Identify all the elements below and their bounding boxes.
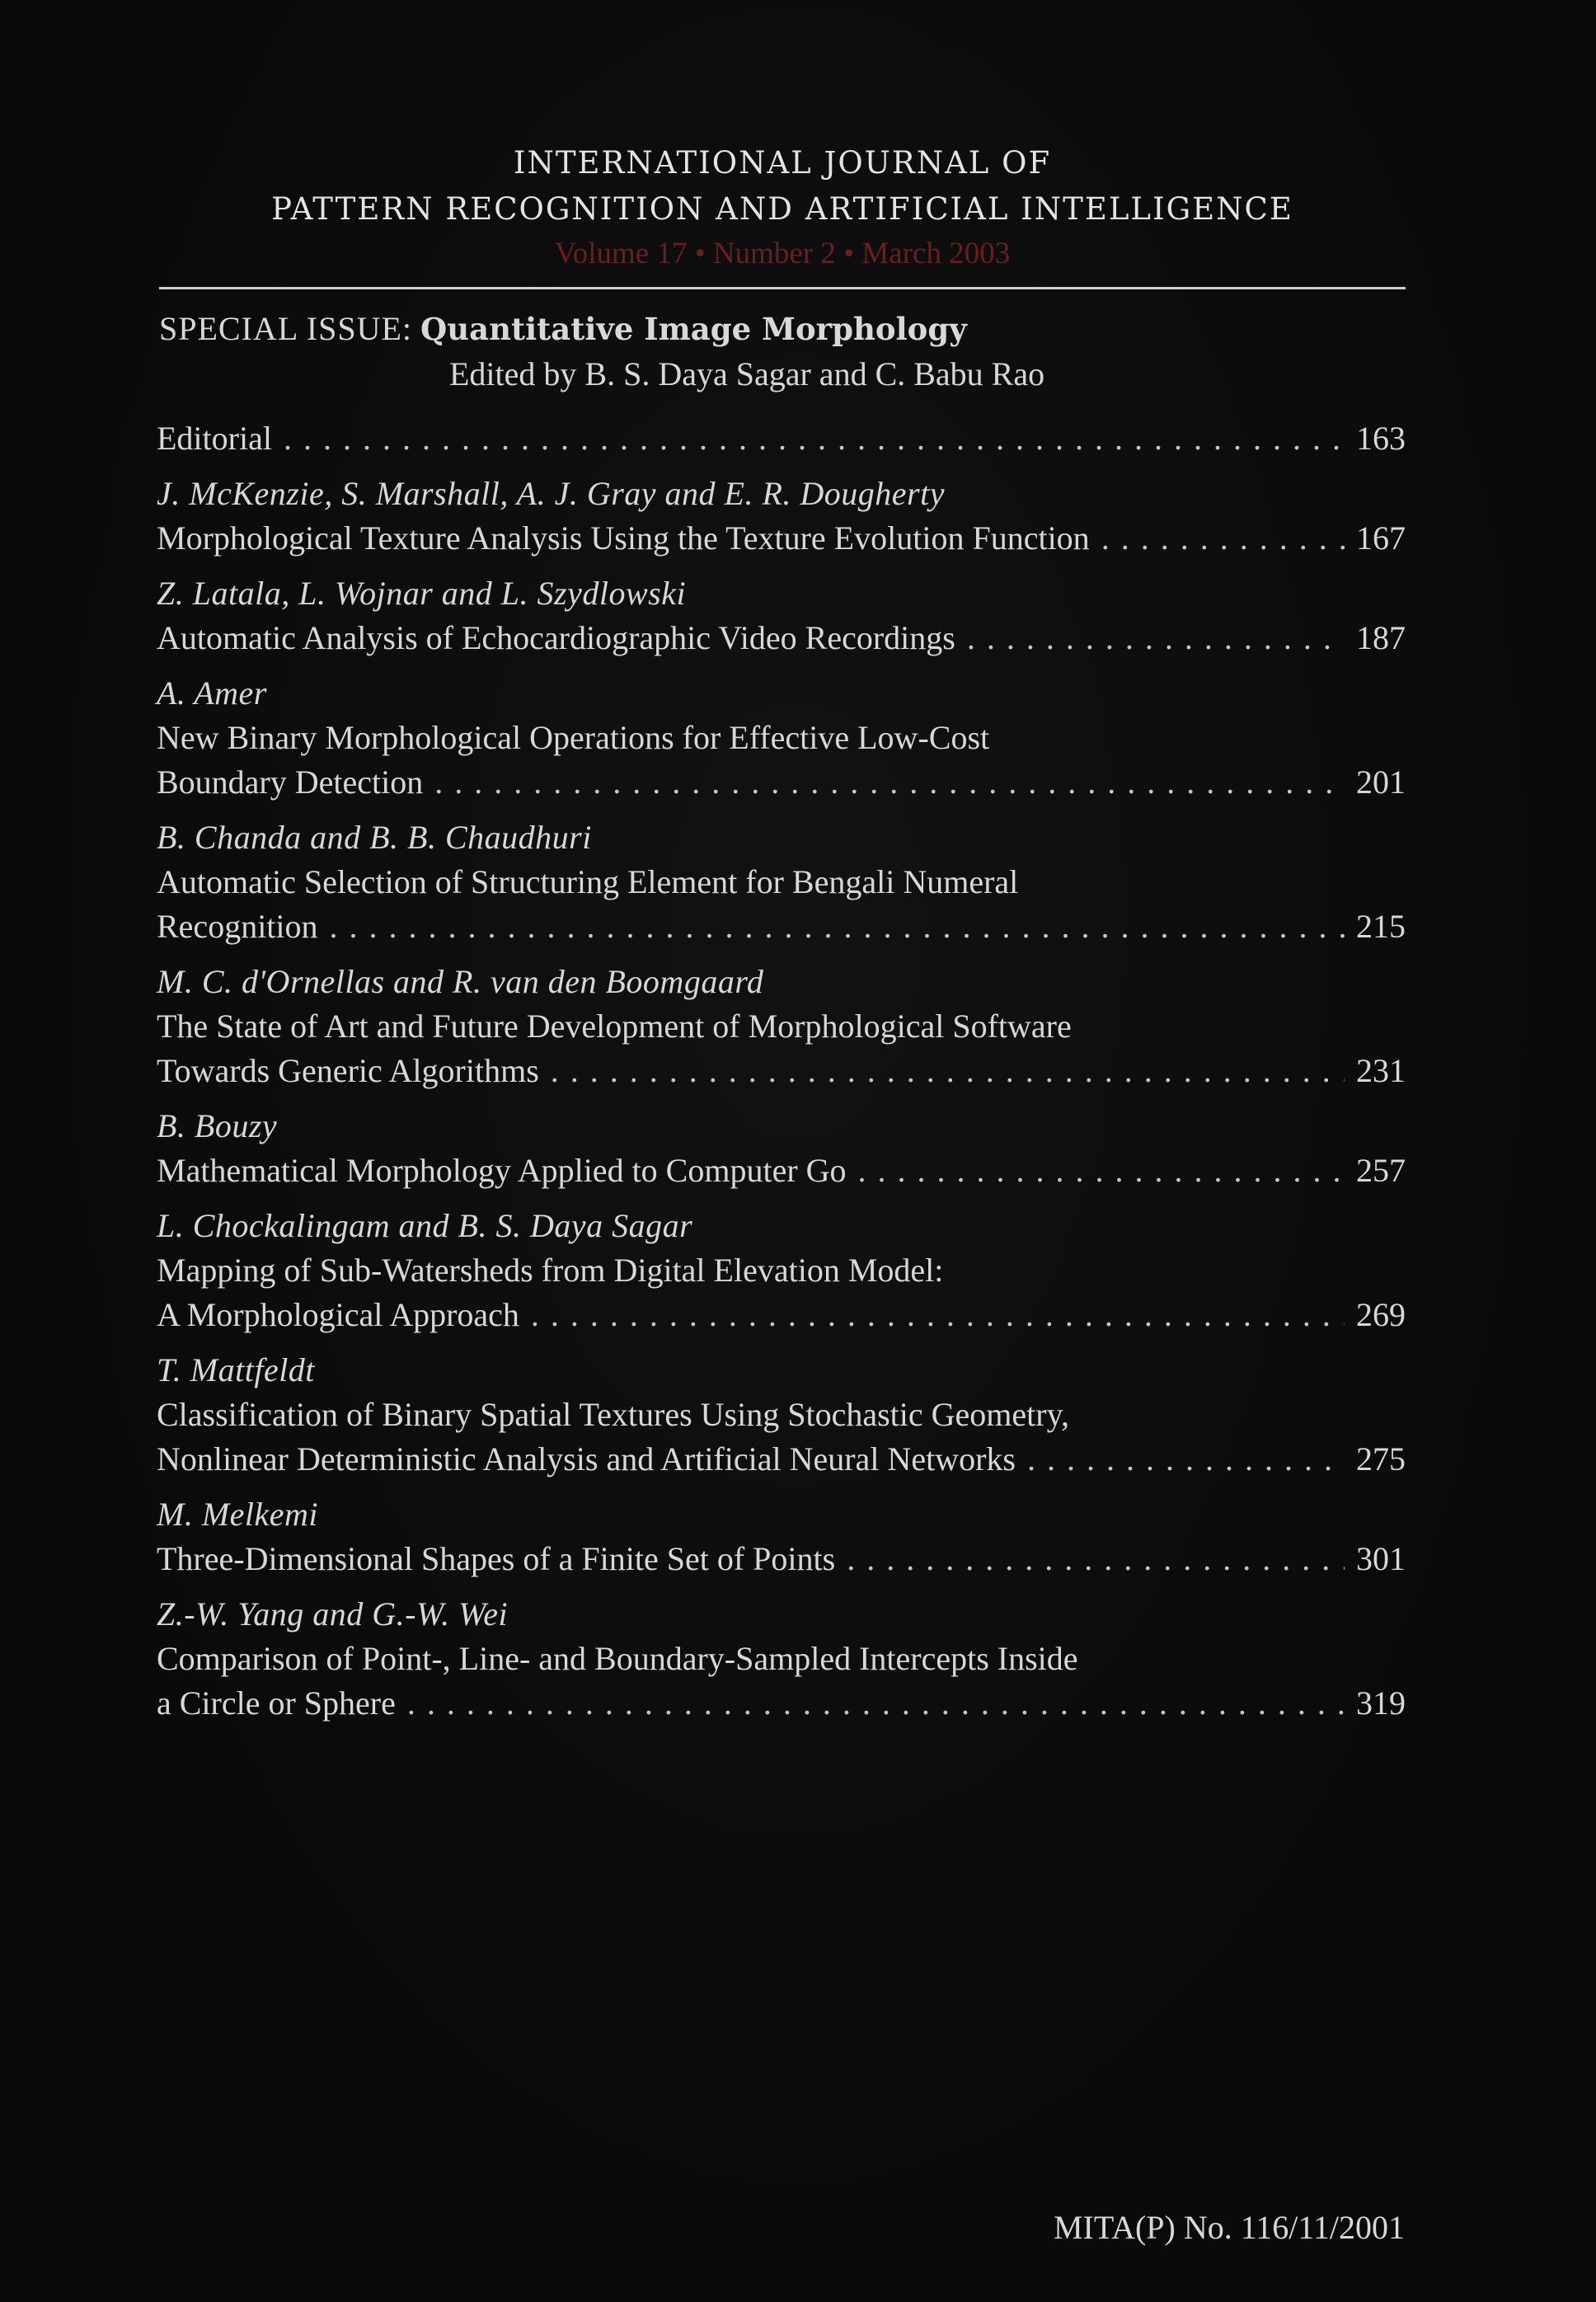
dot-leader bbox=[531, 1293, 1345, 1337]
toc-entry-title-line: The State of Art and Future Development of Morphological Software bbox=[157, 1008, 1072, 1045]
toc-entry-authors: B. Chanda and B. B. Chaudhuri bbox=[157, 819, 592, 856]
toc-entry-page-number: 319 bbox=[1356, 1684, 1406, 1722]
toc-entry-authors: B. Bouzy bbox=[157, 1107, 278, 1144]
dot-leader bbox=[967, 616, 1345, 660]
toc-entry-final-line bbox=[157, 1437, 1406, 1482]
dot-leader bbox=[1101, 516, 1345, 561]
toc-entry-title: Nonlinear Deterministic Analysis and Artificial Neural Networks bbox=[157, 1440, 1016, 1478]
dot-leader bbox=[1027, 1437, 1345, 1482]
toc-entry-title: Boundary Detection bbox=[157, 763, 424, 801]
registration-number: MITA(P) No. 116/11/2001 bbox=[1053, 2209, 1405, 2246]
toc-entry[interactable] bbox=[157, 1592, 1406, 1726]
dot-leader bbox=[858, 1149, 1345, 1193]
toc-entry[interactable] bbox=[157, 1104, 1406, 1193]
toc-entry-authors: J. McKenzie, S. Marshall, A. J. Gray and E. R. Dougherty bbox=[157, 475, 945, 512]
toc-entry-final-line bbox=[157, 1537, 1406, 1581]
toc-entry-final-line bbox=[157, 1293, 1406, 1337]
journal-title-line-1: INTERNATIONAL JOURNAL OF bbox=[513, 145, 1052, 181]
dot-leader bbox=[284, 416, 1345, 461]
toc-entry-authors: T. Mattfeldt bbox=[157, 1351, 315, 1388]
toc-entry-title-line: Comparison of Point-, Line- and Boundary-Sampled Intercepts Inside bbox=[157, 1640, 1078, 1677]
toc-entry-final-line bbox=[157, 1149, 1406, 1193]
toc-entry-page-number: 163 bbox=[1356, 420, 1406, 457]
toc-entry-authors: Z. Latala, L. Wojnar and L. Szydlowski bbox=[157, 575, 687, 612]
table-of-contents bbox=[157, 416, 1406, 1736]
toc-entry-page-number: 301 bbox=[1356, 1540, 1406, 1577]
toc-entry-title: Three-Dimensional Shapes of a Finite Set of Points bbox=[157, 1540, 836, 1577]
toc-entry-title-line: Automatic Selection of Structuring Element for Bengali Numeral bbox=[157, 863, 1019, 900]
toc-entry-authors: Z.-W. Yang and G.-W. Wei bbox=[157, 1595, 509, 1633]
toc-entry-page-number: 231 bbox=[1356, 1052, 1406, 1089]
issue-info: Volume 17 • Number 2 • March 2003 bbox=[554, 237, 1011, 270]
header-divider bbox=[159, 287, 1406, 289]
toc-entry-title: A Morphological Approach bbox=[157, 1296, 519, 1333]
toc-entry-page-number: 167 bbox=[1356, 519, 1406, 557]
toc-entry[interactable] bbox=[157, 472, 1406, 561]
toc-entry-title-line: Classification of Binary Spatial Textures Using Stochastic Geometry, bbox=[157, 1396, 1069, 1433]
toc-entry-final-line bbox=[157, 1681, 1406, 1726]
toc-entry[interactable] bbox=[157, 815, 1406, 949]
toc-entry-authors: A. Amer bbox=[157, 674, 267, 712]
toc-entry-title-line: Mapping of Sub-Watersheds from Digital Elevation Model: bbox=[157, 1252, 944, 1289]
dot-leader bbox=[407, 1681, 1345, 1726]
toc-entry[interactable] bbox=[157, 1204, 1406, 1337]
toc-entry-page-number: 269 bbox=[1356, 1296, 1406, 1333]
toc-entry-final-line bbox=[157, 904, 1406, 949]
toc-entry-final-line bbox=[157, 1049, 1406, 1093]
dot-leader bbox=[434, 760, 1345, 805]
toc-entry[interactable] bbox=[157, 671, 1406, 805]
toc-entry-authors: M. C. d'Ornellas and R. van den Boomgaard bbox=[157, 963, 764, 1000]
toc-entry[interactable] bbox=[157, 571, 1406, 660]
toc-entry-title: Automatic Analysis of Echocardiographic Video Recordings bbox=[157, 619, 955, 656]
toc-entry[interactable] bbox=[157, 1492, 1406, 1581]
toc-entry-title: Towards Generic Algorithms bbox=[157, 1052, 539, 1089]
toc-entry-page-number: 257 bbox=[1356, 1152, 1406, 1189]
toc-entry[interactable] bbox=[157, 1348, 1406, 1482]
special-issue-editors: Edited by B. S. Daya Sagar and C. Babu Rao bbox=[449, 355, 1045, 392]
special-issue-heading bbox=[159, 309, 1406, 348]
toc-entry-final-line bbox=[157, 760, 1406, 805]
toc-entry-title: Editorial bbox=[157, 420, 272, 457]
toc-entry[interactable] bbox=[157, 416, 1406, 461]
toc-entry-title: Morphological Texture Analysis Using the Texture Evolution Function bbox=[157, 519, 1090, 557]
special-issue-label: SPECIAL ISSUE: bbox=[159, 310, 413, 347]
toc-entry-title: Mathematical Morphology Applied to Computer Go bbox=[157, 1152, 847, 1189]
dot-leader bbox=[330, 904, 1345, 949]
toc-entry[interactable] bbox=[157, 960, 1406, 1093]
toc-entry-title: a Circle or Sphere bbox=[157, 1684, 396, 1722]
special-issue-theme: Quantitative Image Morphology bbox=[420, 311, 967, 347]
dot-leader bbox=[847, 1537, 1345, 1581]
masthead bbox=[159, 140, 1406, 275]
toc-entry-authors: M. Melkemi bbox=[157, 1496, 319, 1533]
toc-entry-title: Recognition bbox=[157, 908, 318, 945]
toc-entry-authors: L. Chockalingam and B. S. Daya Sagar bbox=[157, 1207, 693, 1244]
toc-entry-page-number: 187 bbox=[1356, 619, 1406, 656]
toc-entry-page-number: 275 bbox=[1356, 1440, 1406, 1478]
dot-leader bbox=[551, 1049, 1345, 1093]
journal-title-line-2: PATTERN RECOGNITION AND ARTIFICIAL INTELLIGENCE bbox=[271, 191, 1293, 227]
toc-entry-page-number: 201 bbox=[1356, 763, 1406, 801]
toc-entry-final-line bbox=[157, 616, 1406, 660]
toc-entry-final-line bbox=[157, 416, 1406, 461]
toc-entry-page-number: 215 bbox=[1356, 908, 1406, 945]
toc-entry-final-line bbox=[157, 516, 1406, 561]
toc-entry-title-line: New Binary Morphological Operations for Effective Low-Cost bbox=[157, 719, 990, 756]
